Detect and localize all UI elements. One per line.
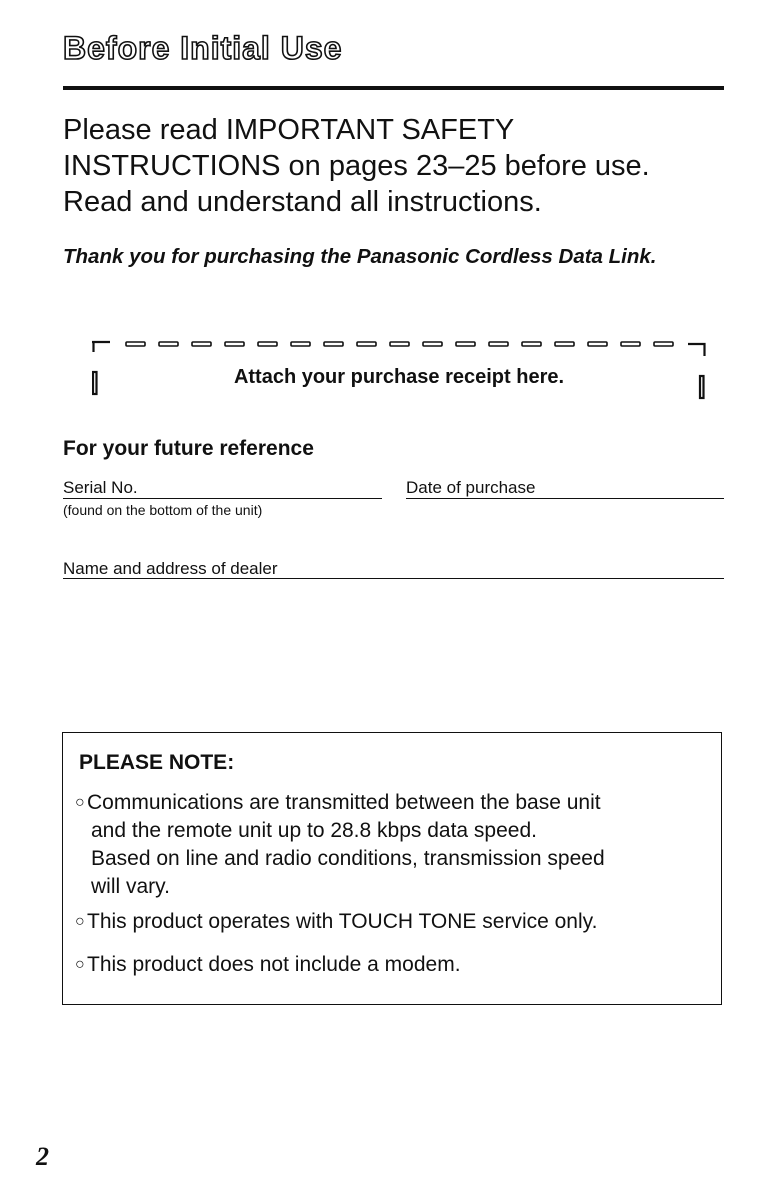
serial-number-label: Serial No. [63, 478, 138, 497]
bullet-icon: ○ [75, 956, 85, 973]
intro-line-2: INSTRUCTIONS on pages 23–25 before use. [63, 150, 650, 182]
border-dash [588, 342, 607, 346]
border-dash [489, 342, 508, 346]
intro-line-3: Read and understand all instructions. [63, 186, 542, 218]
border-dash [621, 342, 640, 346]
note-item-1-line-3: Based on line and radio conditions, transmission speed [91, 847, 605, 870]
note-item-3-line-1: This product does not include a modem. [87, 953, 461, 976]
border-dash [357, 342, 376, 346]
header-rule [63, 86, 724, 90]
note-heading: PLEASE NOTE: [79, 751, 235, 774]
note-item [75, 951, 705, 979]
note-item [75, 908, 705, 936]
border-dash [390, 342, 409, 346]
note-item [75, 789, 705, 901]
border-dash [258, 342, 277, 346]
safety-instructions-notice [63, 112, 743, 220]
note-item-1-line-1: Communications are transmitted between the base unit [87, 791, 601, 814]
border-dash [423, 342, 442, 346]
note-item-1-line-4: will vary. [91, 875, 170, 898]
dealer-label: Name and address of dealer [63, 559, 278, 578]
border-dash [555, 342, 574, 346]
please-note-box [62, 732, 722, 1005]
bullet-icon: ○ [75, 794, 85, 811]
receipt-attach-area [92, 340, 706, 400]
bullet-icon: ○ [75, 913, 85, 930]
border-dash [291, 342, 310, 346]
note-item-1-line-2: and the remote unit up to 28.8 kbps data speed. [91, 819, 537, 842]
dealer-line [63, 578, 724, 579]
serial-number-note: (found on the bottom of the unit) [63, 502, 263, 518]
border-dash [522, 342, 541, 346]
border-dash [324, 342, 343, 346]
border-dash [192, 342, 211, 346]
border-dash [456, 342, 475, 346]
thank-you-text: Thank you for purchasing the Panasonic Cordless Data Link. [63, 245, 657, 268]
border-dash [159, 342, 178, 346]
border-dash [225, 342, 244, 346]
date-of-purchase-label: Date of purchase [406, 478, 536, 497]
intro-line-1: Please read IMPORTANT SAFETY [63, 114, 515, 146]
note-item-2-line-1: This product operates with TOUCH TONE service only. [87, 910, 598, 933]
border-dash [654, 342, 673, 346]
date-of-purchase-line [406, 498, 724, 499]
border-dash [126, 342, 145, 346]
page-number: 2 [36, 1142, 49, 1171]
reference-heading: For your future reference [63, 437, 314, 460]
receipt-label: Attach your purchase receipt here. [233, 366, 565, 388]
serial-number-line [63, 498, 382, 499]
page-title: Before Initial Use [63, 30, 343, 66]
